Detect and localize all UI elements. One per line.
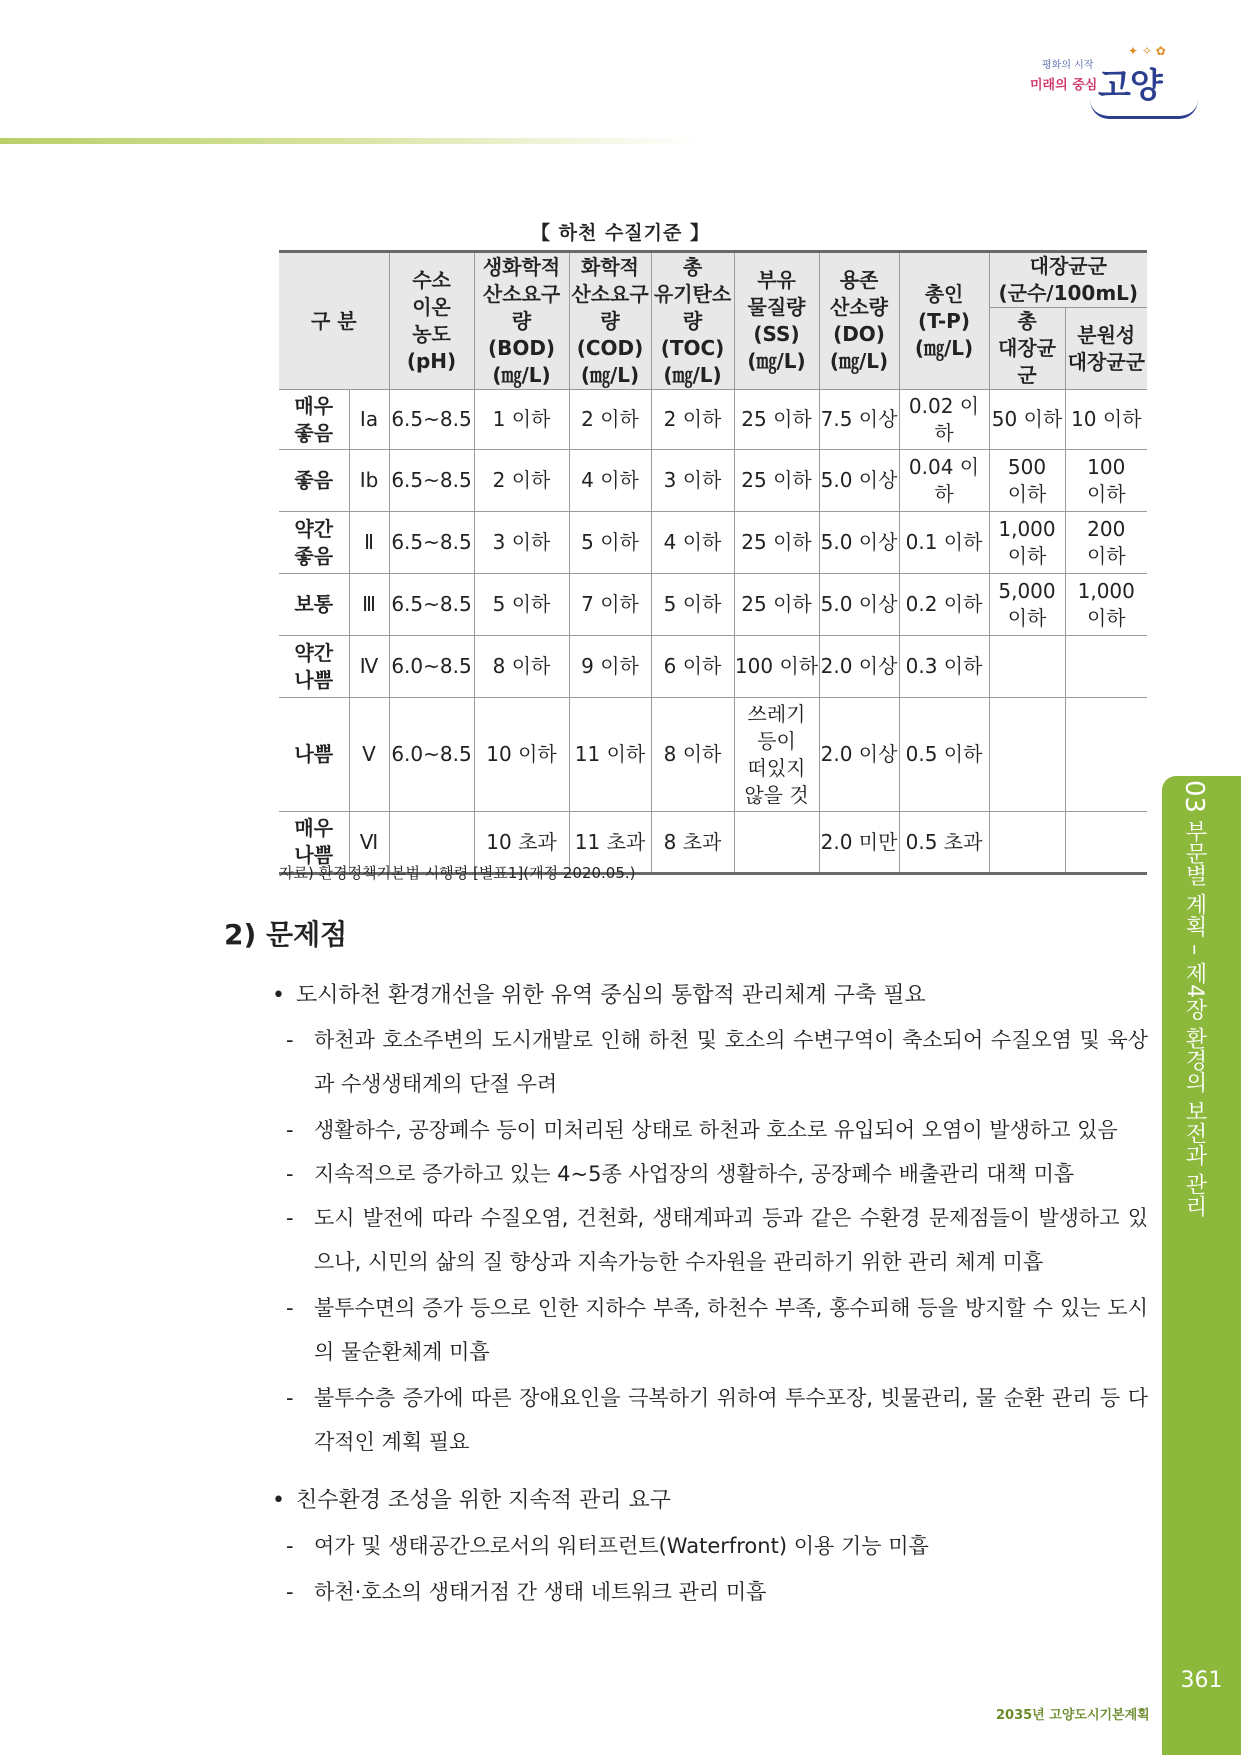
list-item-text: 하천·호소의 생태거점 간 생태 네트워크 관리 미흡 bbox=[314, 1580, 767, 1604]
list-item bbox=[286, 1376, 1148, 1464]
cell-tc bbox=[989, 636, 1065, 698]
cell-ph: 6.5~8.5 bbox=[389, 512, 474, 574]
chapter-title: 부문별 계획 – 제4장 환경의 보전과 관리 bbox=[1182, 820, 1207, 1218]
cell-ss: 25 이하 bbox=[734, 450, 819, 512]
header-total-coliform: 총 대장균군 bbox=[989, 308, 1065, 390]
table-row bbox=[279, 574, 1147, 636]
list-item-text: 하천과 호소주변의 도시개발로 인해 하천 및 호소의 수변구역이 축소되어 수질오염 및 육상과 수생생태계의 단절 우려 bbox=[314, 1028, 1148, 1096]
cell-do: 5.0 이상 bbox=[819, 574, 899, 636]
goyang-logo bbox=[1030, 44, 1200, 124]
cell-toc: 4 이하 bbox=[651, 512, 734, 574]
cell-do: 5.0 이상 bbox=[819, 512, 899, 574]
cell-toc: 8 초과 bbox=[651, 812, 734, 874]
dash-marker: - bbox=[286, 1580, 294, 1604]
table-row bbox=[279, 636, 1147, 698]
cell-tc: 500 이하 bbox=[989, 450, 1065, 512]
header-accent-line bbox=[0, 138, 700, 144]
list-item-text: 지속적으로 증가하고 있는 4~5종 사업장의 생활하수, 공장폐수 배출관리 대책 미흡 bbox=[314, 1162, 1075, 1186]
header-do: 용존 산소량 (DO) (㎎/L) bbox=[819, 252, 899, 390]
footer-title: 2035년 고양도시기본계획 bbox=[996, 1708, 1150, 1723]
cell-do: 5.0 이상 bbox=[819, 450, 899, 512]
cell-level: Ⅲ bbox=[349, 574, 389, 636]
cell-fc: 1,000 이하 bbox=[1065, 574, 1147, 636]
cell-ph: 6.0~8.5 bbox=[389, 636, 474, 698]
cell-tc: 1,000 이하 bbox=[989, 512, 1065, 574]
header-coliform: 대장균군 (군수/100mL) bbox=[989, 252, 1147, 308]
cell-ph: 6.5~8.5 bbox=[389, 574, 474, 636]
cell-level: Ⅱ bbox=[349, 512, 389, 574]
table-row bbox=[279, 390, 1147, 450]
cell-ss: 100 이하 bbox=[734, 636, 819, 698]
cell-do: 2.0 이상 bbox=[819, 636, 899, 698]
cell-toc: 6 이하 bbox=[651, 636, 734, 698]
cell-tp: 0.02 이하 bbox=[899, 390, 989, 450]
dash-marker: - bbox=[286, 1162, 294, 1186]
list-item-text: 불투수층 증가에 따른 장애요인을 극복하기 위하여 투수포장, 빗물관리, 물 순환 관리 등 다각적인 계획 필요 bbox=[314, 1386, 1148, 1454]
list-item bbox=[286, 1524, 1148, 1568]
cell-fc bbox=[1065, 636, 1147, 698]
dash-marker: - bbox=[286, 1118, 294, 1142]
cell-toc: 2 이하 bbox=[651, 390, 734, 450]
header-cod: 화학적 산소요구량 (COD) (㎎/L) bbox=[569, 252, 651, 390]
header-toc: 총 유기탄소량 (TOC) (㎎/L) bbox=[651, 252, 734, 390]
cell-level: Ⅳ bbox=[349, 636, 389, 698]
bullet-dot-icon: • bbox=[272, 1488, 285, 1513]
cell-cod: 11 이하 bbox=[569, 698, 651, 812]
cell-ph: 6.0~8.5 bbox=[389, 698, 474, 812]
cell-bod: 10 이하 bbox=[474, 698, 569, 812]
chapter-number: 03 bbox=[1179, 780, 1209, 814]
table-row bbox=[279, 450, 1147, 512]
cell-cod: 11 초과 bbox=[569, 812, 651, 874]
cell-grade: 나쁨 bbox=[279, 698, 349, 812]
cell-tp: 0.04 이하 bbox=[899, 450, 989, 512]
cell-bod: 3 이하 bbox=[474, 512, 569, 574]
cell-level: Ⅰb bbox=[349, 450, 389, 512]
list-item-text: 여가 및 생태공간으로서의 워터프런트(Waterfront) 이용 기능 미흡 bbox=[314, 1534, 929, 1558]
cell-tp: 0.5 초과 bbox=[899, 812, 989, 874]
cell-level: Ⅰa bbox=[349, 390, 389, 450]
bullet-text: 도시하천 환경개선을 위한 유역 중심의 통합적 관리체계 구축 필요 bbox=[296, 983, 926, 1008]
cell-ss: 쓰레기 등이 떠있지 않을 것 bbox=[734, 698, 819, 812]
header-tp: 총인 (T-P) (㎎/L) bbox=[899, 252, 989, 390]
cell-tp: 0.5 이하 bbox=[899, 698, 989, 812]
logo-slogan-2: 미래의 중심 bbox=[1030, 78, 1098, 93]
cell-bod: 1 이하 bbox=[474, 390, 569, 450]
cell-toc: 5 이하 bbox=[651, 574, 734, 636]
logo-figure-icon: ✦ ✧ ✿ bbox=[1128, 44, 1166, 58]
cell-level: Ⅵ bbox=[349, 812, 389, 874]
bullet-dot-icon: • bbox=[272, 983, 285, 1008]
cell-fc: 10 이하 bbox=[1065, 390, 1147, 450]
cell-fc bbox=[1065, 812, 1147, 874]
cell-bod: 8 이하 bbox=[474, 636, 569, 698]
water-quality-table bbox=[279, 250, 1147, 875]
cell-grade: 약간 좋음 bbox=[279, 512, 349, 574]
bullet-text: 친수환경 조성을 위한 지속적 관리 요구 bbox=[296, 1488, 671, 1513]
dash-marker: - bbox=[286, 1386, 294, 1410]
section-title: 2) 문제점 bbox=[224, 918, 348, 951]
cell-tc bbox=[989, 698, 1065, 812]
table-title: 【 하천 수질기준 】 bbox=[531, 222, 710, 244]
cell-grade: 매우 좋음 bbox=[279, 390, 349, 450]
cell-level: Ⅴ bbox=[349, 698, 389, 812]
cell-tc: 5,000 이하 bbox=[989, 574, 1065, 636]
cell-bod: 10 초과 bbox=[474, 812, 569, 874]
list-item bbox=[286, 1152, 1148, 1196]
dash-marker: - bbox=[286, 1534, 294, 1558]
table-row bbox=[279, 698, 1147, 812]
dash-marker: - bbox=[286, 1296, 294, 1320]
header-fecal-coliform: 분원성 대장균군 bbox=[1065, 308, 1147, 390]
cell-cod: 2 이하 bbox=[569, 390, 651, 450]
cell-fc: 200 이하 bbox=[1065, 512, 1147, 574]
cell-cod: 9 이하 bbox=[569, 636, 651, 698]
cell-toc: 8 이하 bbox=[651, 698, 734, 812]
cell-tp: 0.1 이하 bbox=[899, 512, 989, 574]
cell-toc: 3 이하 bbox=[651, 450, 734, 512]
cell-tc bbox=[989, 812, 1065, 874]
list-item bbox=[286, 1018, 1148, 1106]
cell-ph: 6.5~8.5 bbox=[389, 390, 474, 450]
list-item bbox=[286, 1108, 1148, 1152]
cell-grade: 매우 나쁨 bbox=[279, 812, 349, 874]
list-item bbox=[286, 1286, 1148, 1374]
cell-bod: 5 이하 bbox=[474, 574, 569, 636]
cell-ss: 25 이하 bbox=[734, 574, 819, 636]
cell-ss: 25 이하 bbox=[734, 390, 819, 450]
header-ss: 부유 물질량 (SS) (㎎/L) bbox=[734, 252, 819, 390]
logo-slogan-1: 평화의 시작 bbox=[1042, 60, 1094, 71]
cell-tp: 0.3 이하 bbox=[899, 636, 989, 698]
header-category: 구 분 bbox=[279, 252, 389, 390]
cell-ph: 6.5~8.5 bbox=[389, 450, 474, 512]
cell-ss: 25 이하 bbox=[734, 512, 819, 574]
list-item-text: 생활하수, 공장폐수 등이 미처리된 상태로 하천과 호소로 유입되어 오염이 발생하고 있음 bbox=[314, 1118, 1118, 1142]
cell-bod: 2 이하 bbox=[474, 450, 569, 512]
bullet-item bbox=[272, 978, 926, 1009]
cell-grade: 보통 bbox=[279, 574, 349, 636]
cell-fc bbox=[1065, 698, 1147, 812]
bullet-item bbox=[272, 1483, 671, 1514]
list-item-text: 불투수면의 증가 등으로 인한 지하수 부족, 하천수 부족, 홍수피해 등을 방지할 수 있는 도시의 물순환체계 미흡 bbox=[314, 1296, 1148, 1364]
logo-name: 고양 bbox=[1098, 66, 1162, 106]
cell-grade: 좋음 bbox=[279, 450, 349, 512]
cell-do: 2.0 미만 bbox=[819, 812, 899, 874]
cell-ss bbox=[734, 812, 819, 874]
table-row bbox=[279, 512, 1147, 574]
table-source: 자료) 환경정책기본법 시행령 [별표1](개정 2020.05.) bbox=[279, 864, 636, 882]
cell-tp: 0.2 이하 bbox=[899, 574, 989, 636]
cell-do: 7.5 이상 bbox=[819, 390, 899, 450]
header-bod: 생화학적 산소요구량 (BOD) (㎎/L) bbox=[474, 252, 569, 390]
dash-marker: - bbox=[286, 1028, 294, 1052]
cell-fc: 100 이하 bbox=[1065, 450, 1147, 512]
cell-cod: 4 이하 bbox=[569, 450, 651, 512]
cell-cod: 5 이하 bbox=[569, 512, 651, 574]
list-item-text: 도시 발전에 따라 수질오염, 건천화, 생태계파괴 등과 같은 수환경 문제점들이 발생하고 있으나, 시민의 삶의 질 향상과 지속가능한 수자원을 관리하기 위한 관리 체계 미흡 bbox=[314, 1206, 1148, 1274]
cell-tc: 50 이하 bbox=[989, 390, 1065, 450]
dash-marker: - bbox=[286, 1206, 294, 1230]
cell-do: 2.0 이상 bbox=[819, 698, 899, 812]
header-ph: 수소 이온 농도 (pH) bbox=[389, 252, 474, 390]
list-item bbox=[286, 1196, 1148, 1284]
chapter-side-label bbox=[1170, 780, 1210, 1217]
page-number: 361 bbox=[1180, 1668, 1223, 1693]
cell-grade: 약간 나쁨 bbox=[279, 636, 349, 698]
logo-arc bbox=[1090, 100, 1198, 119]
list-item bbox=[286, 1570, 1148, 1614]
cell-cod: 7 이하 bbox=[569, 574, 651, 636]
